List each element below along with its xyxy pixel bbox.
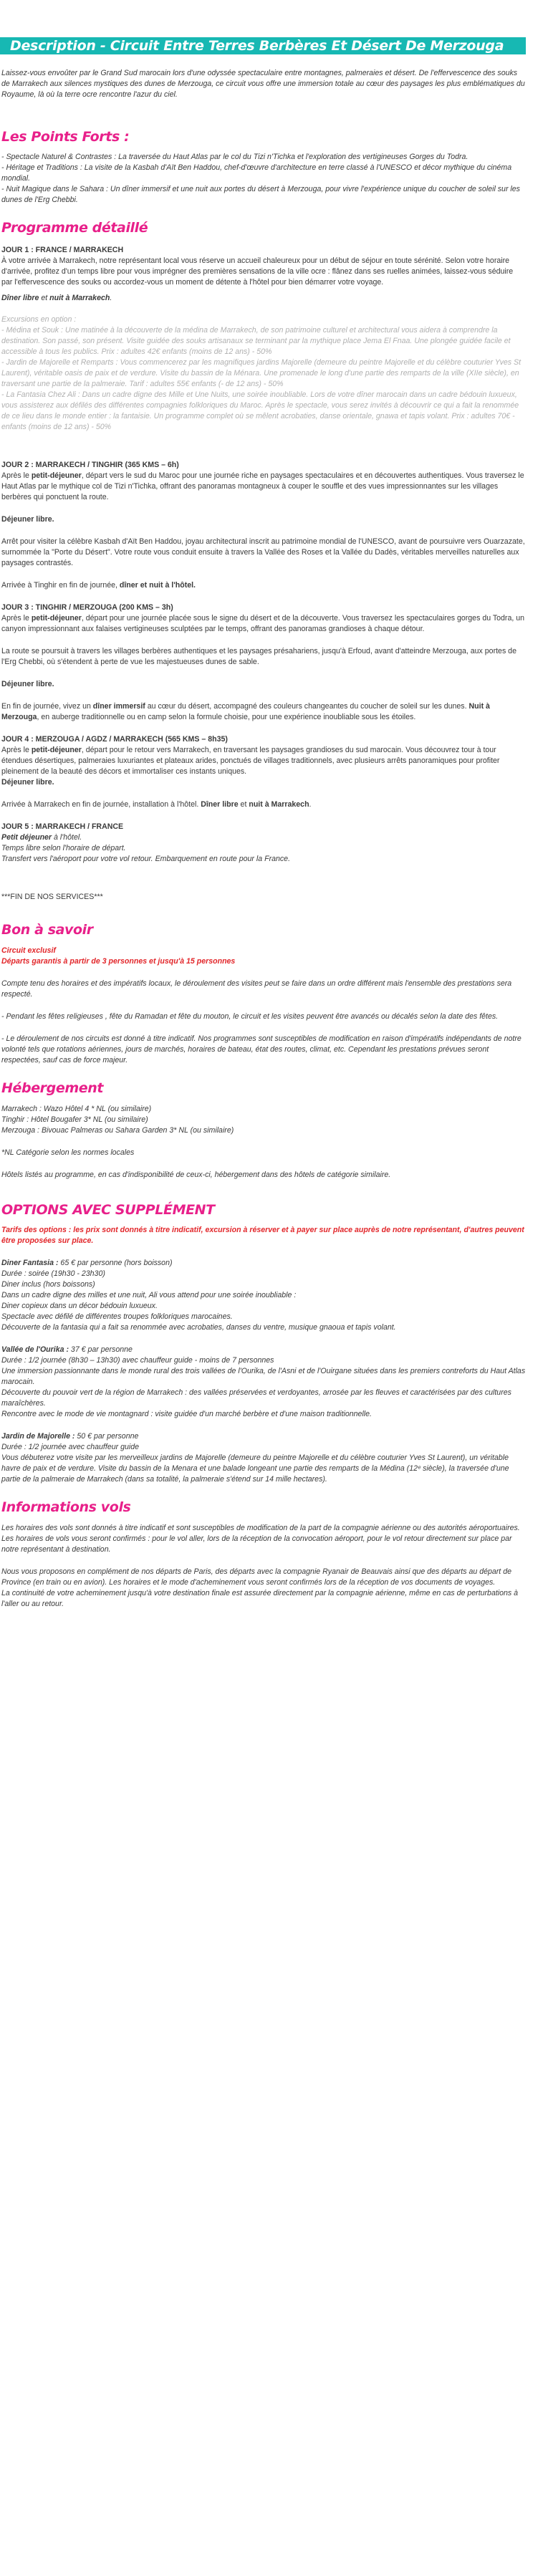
option-line: Rencontre avec le mode de vie montagnard : visite guidée d'un marché berbère et d'une maison traditionnelle. [1, 1410, 372, 1418]
vols-p4: La continuité de votre acheminement jusqu'à votre destination finale est assurée directement par la compagnie aérienne, même en cas de perturbations à l'aller ou au retour. [1, 1589, 519, 1608]
option-line: Vous débuterez votre visite par les merveilleux jardins de Majorelle (demeure du peintre Majorelle et du célèbre couturier Yves St Laurent), un véritable havre de paix et de verdure. Visite du bassin de la Menara et une balade longeant une partie des remparts de la Médina (12ᵉ siècle), la traversée d'une partie de la palmeraie de Marrakech (dans sa totalité, la palmeraie s'étend sur 14 mille hectares). [1, 1453, 509, 1484]
excursions-title: Excursions en option : [1, 315, 77, 324]
text: Arrivée à Tinghir en fin de journée, [1, 581, 120, 590]
option-ourika [1, 1345, 526, 1420]
text: . [309, 800, 312, 809]
vols-p2: Les horaires de vols vous seront confirmés : pour le vol aller, lors de la réception de la convocation aéroport, pour le vol retour directement sur place par notre représentant à destination. [1, 1534, 512, 1554]
day1-dinner [1, 293, 526, 304]
option-line: Durée : soirée (19h30 - 23h30) [1, 1269, 105, 1278]
nuit-marrakech: nuit à Marrakech [249, 800, 309, 809]
option-line: Découverte de la fantasia qui a fait sa renommée avec acrobaties, danses du ventre, musique gnaoua et tapis volant. [1, 1323, 396, 1332]
day5-title: JOUR 5 : MARRAKECH / FRANCE [1, 822, 124, 831]
day3-text [1, 613, 526, 635]
options-heading: OPTIONS AVEC SUPPLÉMENT [1, 1202, 215, 1218]
points-forts-item: - Héritage et Traditions : La visite de la Kasbah d'Aït Ben Haddou, chef-d'œuvre d'architecture en terre classé à l'UNESCO et décor mythique du cinéma mondial. [1, 163, 512, 183]
option-name: Vallée de l'Ourika : [1, 1345, 69, 1354]
programme-heading: Programme détaillé [1, 220, 148, 236]
text: , en auberge traditionnelle ou en camp selon la formule choisie, pour une expérience inoubliable sous les étoiles. [37, 713, 416, 721]
day3-title: JOUR 3 : TINGHIR / MERZOUGA (200 KMS – 3h) [1, 603, 173, 612]
day1-text: À votre arrivée à Marrakech, notre représentant local vous réserve un accueil chaleureux pour un début de séjour en toute sérénité. Selon votre horaire d'arrivée, profitez d'un temps libre pour vous imprégner des premières sensations de la ville ocre : flânez dans ses ruelles animées, laissez-vous séduire par l'effervescence des souks ou accordez-vous un moment de détente à l'hôtel pour bien démarrer votre voyage. [1, 256, 514, 287]
option-line: Diner inclus (hors boissons) [1, 1280, 95, 1289]
option-line: Durée : 1/2 journée avec chauffeur guide [1, 1443, 139, 1451]
text: , départ pour une journée placée sous le signe du désert et de la découverte. Vous traversez les spectaculaires gorges du Todra, un canyon impressionnant aux falaises vertigineuses sculptées par le temps, offrant des panoramas grandioses à chaque détour. [1, 614, 525, 633]
vols-p1: Les horaires des vols sont donnés à titre indicatif et sont susceptibles de modification de la part de la compagnie aérienne ou des autorités aéroportuaires. [1, 1524, 520, 1532]
option-line: Spectacle avec défilé de différentes troupes folkloriques marocaines. [1, 1312, 233, 1321]
excursion-item: - Médina et Souk : Une matinée à la découverte de la médina de Marrakech, de son patrimoine culturel et architectural vous aidera à comprendre la destination. Son passé, son présent. Visite guidée des souks artisanaux se terminant par la mythique place Jema El Fnaa. Une plongée guidée facile et accessible à tous les publics. Prix : adultes 42€ enfants (moins de 12 ans) - 50% [1, 326, 511, 356]
options-warning: Tarifs des options : les prix sont donnés à titre indicatif, excursion à réserver et à payer sur place auprès de notre représentant, d'autres peuvent être proposées sur place. [1, 1226, 524, 1245]
conj: et [39, 294, 50, 302]
bon-a-savoir-p3: - Le déroulement de nos circuits est donné à titre indicatif. Nos programmes sont susceptibles de modification en raison d'impératifs indépendants de notre volonté tels que rotations aériennes, jours de marchés, horaires de bateau, état des routes, climat, etc. Cependant les prestations prévues seront respectées, sauf cas de force majeur. [1, 1034, 522, 1064]
points-forts-list [1, 152, 526, 206]
text: , départ pour le retour vers Marrakech, en traversant les paysages grandioses du sud marocain. Vous découvrez tour à tour étendues désertiques, palmeraies luxuriantes et plateaux arides, ponctués de villages traditionnels, avec plusieurs arrêts panoramiques pour profiter pleinement de la beauté des décors et immortaliser ces instants uniques. [1, 746, 500, 776]
diner-nuit: dîner et nuit à l'hôtel. [119, 581, 196, 590]
option-fantasia [1, 1258, 526, 1333]
day4-title: JOUR 4 : MERZOUGA / AGDZ / MARRAKECH (565 KMS – 8h35) [1, 735, 228, 744]
nuit-marrakech: nuit à Marrakech [49, 294, 110, 302]
bon-a-savoir-heading: Bon à savoir [1, 922, 93, 938]
day2-arrival [1, 580, 526, 591]
day1-title: JOUR 1 : FRANCE / MARRAKECH [1, 246, 124, 254]
end-of-services: ***FIN DE NOS SERVICES*** [1, 893, 103, 901]
text: Après le [1, 614, 32, 623]
bon-a-savoir-p2: - Pendant les fêtes religieuses , fête du Ramadan et fête du mouton, le circuit et les visites peuvent être avancés ou décalés selon la date des fêtes. [1, 1012, 499, 1021]
points-forts-heading: Les Points Forts : [1, 129, 130, 145]
day5-transfer: Transfert vers l'aéroport pour votre vol retour. Embarquement en route pour la France. [1, 855, 291, 863]
dinner-libre: Dîner libre [1, 294, 39, 302]
period: . [110, 294, 112, 302]
petit-dejeuner: petit-déjeuner [31, 471, 82, 480]
day2-afternoon: Arrêt pour visiter la célèbre Kasbah d'Aït Ben Haddou, joyau architectural inscrit au patrimoine mondial de l'UNESCO, avant de poursuivre vers Ouarzazate, surnommée la "Porte du Désert". Votre route vous conduit ensuite à travers la Vallée des Roses et la Vallée du Dadès, véritables merveilles naturelles aux paysages contrastés. [1, 537, 525, 567]
page [0, 37, 543, 1610]
option-name: Diner Fantasia : [1, 1259, 59, 1267]
option-majorelle [1, 1431, 526, 1485]
option-line: Diner copieux dans un décor bédouin luxueux. [1, 1302, 158, 1310]
day2-lunch: Déjeuner libre. [1, 515, 54, 524]
diner-libre: Dîner libre [201, 800, 239, 809]
option-name: Jardin de Majorelle : [1, 1432, 75, 1441]
option-title [1, 1258, 526, 1269]
hebergement-heading: Hébergement [1, 1080, 104, 1096]
day4-arrival [1, 799, 526, 810]
excursion-item: - Jardin de Majorelle et Remparts : Vous commencerez par les magnifiques jardins Majorelle (demeure du peintre Majorelle et du célèbre couturier Yves St Laurent), véritable oasis de paix et de verdure. Visite du bassin de la Ménara. Une promenade le long d'une partie des remparts de la ville (XIIe siècle), en traversant une partie de la palmeraie. Tarif : adultes 55€ enfants (- de 12 ans) - 50% [1, 358, 522, 388]
option-title [1, 1431, 526, 1442]
day1-excursions [1, 314, 526, 433]
departs-garantis: Départs garantis à partir de 3 personnes et jusqu'à 15 personnes [1, 957, 236, 966]
day5-free: Temps libre selon l'horaire de départ. [1, 844, 126, 852]
diner-immersif: dîner immersif [92, 702, 145, 711]
points-forts-item: - Nuit Magique dans le Sahara : Un dîner immersif et une nuit aux portes du désert à Merzouga, pour vivre l'expérience unique du coucher de soleil sur les dunes de l'Erg Chebbi. [1, 185, 520, 204]
option-line: Découverte du pouvoir vert de la région de Marrakech : des vallées préservées et verdoyantes, arrosée par les fleuves et caractérisées par des cultures maraîchères. [1, 1388, 511, 1408]
text: Après le [1, 471, 32, 480]
hotel-item: Tinghir : Hôtel Bougafer 3* NL (ou similaire) [1, 1115, 148, 1124]
day4-lunch: Déjeuner libre. [1, 778, 54, 787]
excursion-item: - La Fantasia Chez Ali : Dans un cadre digne des Mille et Une Nuits, une soirée inoubliable. Lors de votre dîner marocain dans un cadre bédouin luxueux, vous assisterez aux défilés des différentes compagnies folkloriques du Maroc. Après le spectacle, vous serez invités à découvrir ce qui a fait la renommée de ce lieu dans le monde entier : la fantaisie. Un programme complet où se mêlent acrobaties, danse orientale, gnawa et tapis volant. Prix : adultes 70€ - enfants (moins de 12 ans) - 50% [1, 390, 519, 431]
text: Après le [1, 746, 32, 754]
text: à l'hôtel. [52, 833, 82, 842]
petit-dejeuner: petit-déjeuner [31, 746, 82, 754]
content [0, 68, 526, 1610]
text: Arrivée à Marrakech en fin de journée, installation à l'hôtel. [1, 800, 201, 809]
hebergement-list [1, 1104, 526, 1136]
day5-breakfast [1, 832, 526, 843]
option-price: 50 € par personne [75, 1432, 139, 1441]
option-price: 37 € par personne [68, 1345, 133, 1354]
intro-text: Laissez-vous envoûter par le Grand Sud marocain lors d'une odyssée spectaculaire entre montagnes, palmeraies et désert. De l'effervescence des souks de Marrakech aux silences mystiques des dunes de Merzouga, ce circuit vous offre une immersion totale au cœur des paysages les plus emblématiques du Royaume, là où la terre ocre rencontre l'azur du ciel. [1, 69, 525, 99]
day3-lunch: Déjeuner libre. [1, 680, 54, 688]
text: , départ vers le sud du Maroc pour une journée riche en paysages spectaculaires et en découvertes authentiques. Vous traversez le Haut Atlas par le mythique col de Tizi n'Tichka, offrant des panoramas montagneux à couper le souffle et des vues impressionnantes sur les villages berbères qui ponctuent la route. [1, 471, 524, 501]
petit-dejeuner: Petit déjeuner [1, 833, 52, 842]
hotel-item: Marrakech : Wazo Hôtel 4 * NL (ou similaire) [1, 1105, 152, 1113]
bon-a-savoir-p1: Compte tenu des horaires et des impératifs locaux, le déroulement des visites peut se faire dans un ordre différent mais l'ensemble des prestations sera respecté. [1, 979, 512, 999]
option-line: Durée : 1/2 journée (8h30 – 13h30) avec chauffeur guide - moins de 7 personnes [1, 1356, 274, 1365]
vols-p3: Nous vous proposons en complément de nos départs de Paris, des départs avec la compagnie Ryanair de Beauvais ainsi que des départs au départ de Province (en train ou en avion). Les horaires et le mode d'acheminement vous seront confirmés lors de la réception de vos documents de voyages. [1, 1567, 511, 1587]
petit-dejeuner: petit-déjeuner [31, 614, 82, 623]
option-price: 65 € par personne (hors boisson) [58, 1259, 173, 1267]
vols-heading: Informations vols [1, 1499, 131, 1515]
day2-title: JOUR 2 : MARRAKECH / TINGHIR (365 KMS – 6h) [1, 461, 179, 469]
day3-evening [1, 701, 526, 723]
nuit-merzouga: Nuit à Merzouga [1, 702, 490, 721]
text: En fin de journée, vivez un [1, 702, 93, 711]
option-line: Une immersion passionnante dans le monde rural des trois vallées de l'Ourika, de l'Asni et de l'Ouirgane situées dans les premiers contreforts du Haut Atlas marocain. [1, 1367, 526, 1386]
option-line: Dans un cadre digne des milles et une nuit, Ali vous attend pour une soirée inoubliable : [1, 1291, 297, 1299]
circuit-exclusif: Circuit exclusif [1, 946, 56, 955]
day4-text [1, 745, 526, 777]
text: au cœur du désert, accompagné des couleurs changeantes du coucher de soleil sur les dunes. [145, 702, 469, 711]
day3-route: La route se poursuit à travers les villages berbères authentiques et les paysages présahariens, jusqu'à Erfoud, avant d'atteindre Merzouga, aux portes de l'Erg Chebbi, où s'étendent à perte de vue les majestueuses dunes de sable. [1, 647, 516, 666]
hotel-item: Merzouga : Bivouac Palmeras ou Sahara Garden 3* NL (ou similaire) [1, 1126, 234, 1135]
text: et [238, 800, 249, 809]
day2-text [1, 471, 526, 503]
page-title: Description - Circuit Entre Terres Berbères Et Désert De Merzouga [0, 37, 526, 54]
hebergement-list-note: Hôtels listés au programme, en cas d'indisponibilité de ceux-ci, hébergement dans des hôtels de catégorie similaire. [1, 1171, 391, 1179]
points-forts-item: - Spectacle Naturel & Contrastes : La traversée du Haut Atlas par le col du Tizi n'Tichka et l'exploration des vertigineuses Gorges du Todra. [1, 153, 468, 161]
option-title [1, 1345, 526, 1355]
hebergement-note: *NL Catégorie selon les normes locales [1, 1148, 135, 1157]
